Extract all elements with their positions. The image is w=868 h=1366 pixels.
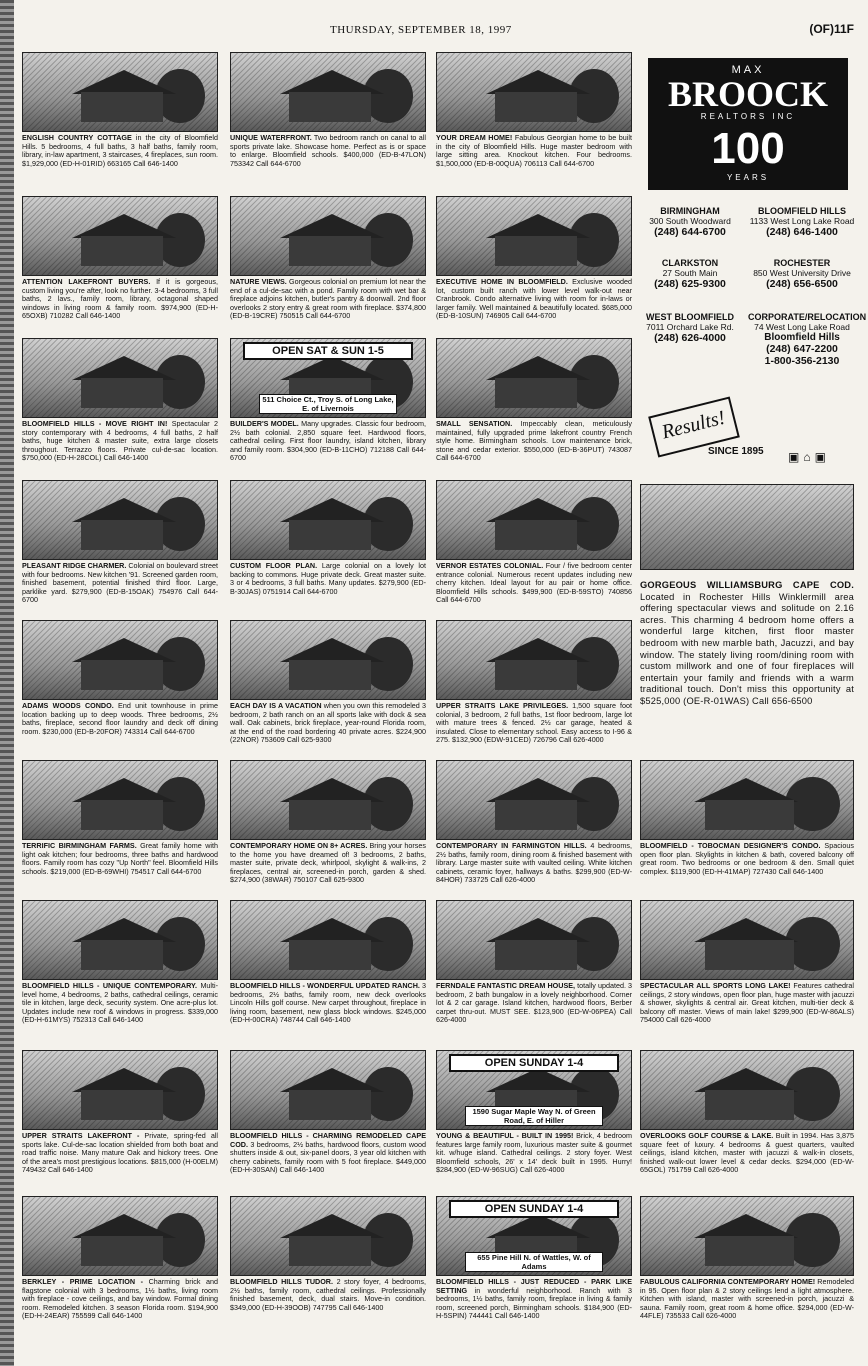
listing-card: [22, 900, 218, 1025]
listing-description: [22, 420, 218, 463]
listing-description: [230, 702, 426, 745]
office-name: BIRMINGHAM: [660, 206, 720, 216]
house-shape: [81, 236, 162, 266]
listing-card: [436, 620, 632, 745]
listing-photo: [22, 760, 218, 840]
listing-photo: [436, 196, 632, 276]
page-date: THURSDAY, SEPTEMBER 18, 1997: [330, 24, 512, 36]
listing-photo: [230, 760, 426, 840]
listing-description: [230, 278, 426, 321]
listing-card: [436, 900, 632, 1025]
house-shape: [495, 800, 576, 830]
listing-text: 1,500 square foot colonial, 3 bedroom, 2 full baths, 1st floor bedroom, large lot with mature trees & fenced. 2½ car garage, heated & insulated. Close to elementary school. Easy access to I-96 & 275. $132,900 (EDW-91CED) 726796 Call 626-4000: [436, 701, 632, 745]
roof-shape: [280, 778, 384, 802]
listing-text: when you own this remodeled 3 bedroom, 2 bath ranch on an all sports lake with dock & sea wall. Oak cabinets, brick fireplace, year-round Florida room, at the end of the road bordering 40 private acres. $224,900 (22NOR) 753609 Call 625-9300: [230, 701, 426, 745]
listing-photo: [436, 338, 632, 418]
listing-card: [230, 480, 426, 596]
listing-title: UNIQUE WATERFRONT.: [230, 133, 312, 142]
listing-title: ADAMS WOODS CONDO.: [22, 701, 114, 710]
listing-card: [230, 196, 426, 321]
house-shape: [81, 800, 162, 830]
office-corporate: [748, 312, 867, 367]
office-phone: (248) 647-2200: [766, 343, 838, 355]
listing-photo: [230, 1196, 426, 1276]
address-sign: 511 Choice Ct., Troy S. of Long Lake, E. of Livernois: [259, 394, 397, 414]
roof-shape: [486, 214, 590, 238]
roof-shape: [486, 638, 590, 662]
listing-title: UPPER STRAITS LAKE PRIVILEGES.: [436, 701, 569, 710]
listing-photo: [436, 1050, 632, 1130]
roof-shape: [280, 918, 384, 942]
house-shape: [705, 1090, 794, 1120]
listing-description: [230, 982, 426, 1025]
listing-description: [230, 1278, 426, 1312]
listing-text: Brick, 4 bedroom features large family room, luxurious master suite & gourmet kit. w/huge island. Cathedral ceilings. 2 story foyer. West Bloomfield schools, 26' x 14' deck built in 1995. Hurry! $284,900 (ED-W-96SUG) Call 626-4000: [436, 1131, 632, 1175]
listing-title: CONTEMPORARY HOME ON 8+ ACRES.: [230, 841, 368, 850]
house-shape: [495, 378, 576, 408]
office-address: 7011 Orchard Lake Rd.: [646, 322, 734, 332]
listing-text: Colonial on boulevard street with four bedrooms. New kitchen '91. Screened garden room, finished basement, potential finished third floor. Large, parklike yard. $279,900 (ED-B-15OAK) 754976 Call 644-6700: [22, 561, 218, 605]
listing-title: FABULOUS CALIFORNIA CONTEMPORARY HOME!: [640, 1277, 816, 1286]
roof-shape: [72, 1214, 176, 1238]
listing-description: [230, 134, 426, 168]
listing-card: [22, 480, 218, 605]
listing-card: [436, 52, 632, 168]
listing-card: [22, 196, 218, 321]
roof-shape: [486, 498, 590, 522]
listing-text: 4 bedrooms, 2½ baths, family room, dining room & finished basement with library. Large master suite with vaulted ceiling. White kitchen cabinets, ceramic foyer, hallways & baths. $299,900 (ED-W-84HOR) 733725 Call 626-4000: [436, 841, 632, 885]
house-shape: [81, 940, 162, 970]
house-shape: [81, 520, 162, 550]
listing-title: BLOOMFIELD HILLS - CHARMING REMODELED CAPE COD.: [230, 1131, 426, 1149]
house-shape: [495, 520, 576, 550]
featured-title: GORGEOUS WILLIAMSBURG CAPE COD.: [640, 580, 854, 590]
listing-card: [22, 1196, 218, 1321]
office-name: CLARKSTON: [661, 258, 719, 268]
listing-description: [22, 702, 218, 736]
roof-shape: [280, 70, 384, 94]
logo-max: MAX: [731, 64, 765, 76]
listing-title: EXECUTIVE HOME IN BLOOMFIELD.: [436, 277, 568, 286]
listing-text: Built in 1994. Has 3,875 square feet of luxury. 4 bedrooms & guest quarters, vaulted ceilings, island kitchen, master with jacuzzi & walk-in closets, finished walk-out lower level & cedar decks. $294,000 (ED-W-65GOL) 751759 Call 626-4000: [640, 1131, 854, 1175]
listing-text: Two bedroom ranch on canal to all sports private lake. Showcase home. Perfect as is or space to enlarge. Bloomfield schools. $400,000 (ED-B-47LON) 753342 Call 644-6700: [230, 133, 426, 168]
roof-shape: [486, 778, 590, 802]
roof-shape: [280, 1068, 384, 1092]
listing-card: [436, 760, 632, 885]
office-city: Bloomfield Hills: [764, 332, 840, 343]
results-logo: Results!: [648, 396, 740, 457]
listing-title: BLOOMFIELD - TOBOCMAN DESIGNER'S CONDO.: [640, 841, 821, 850]
open-house-badge: OPEN SUNDAY 1-4: [449, 1200, 619, 1218]
listing-card: [230, 760, 426, 885]
listing-photo: [436, 620, 632, 700]
listing-title: UPPER STRAITS LAKEFRONT -: [22, 1131, 140, 1140]
roof-shape: [486, 356, 590, 380]
listing-title: EACH DAY IS A VACATION: [230, 701, 322, 710]
office-phone: (248) 646-1400: [766, 226, 838, 238]
listing-card: [640, 900, 854, 1025]
listing-description: [436, 134, 632, 168]
listing-photo: [436, 52, 632, 132]
listing-photo: [640, 760, 854, 840]
listing-text: 2 story foyer, 4 bedrooms, 2½ baths, family room, cathedral ceilings. Professionally finished basement, deck, dual stairs. Move-in condition. $349,000 (ED-H-39OOB) 747795 Call 646-1400: [230, 1277, 426, 1312]
listing-card: [436, 1196, 632, 1321]
listing-photo: [22, 52, 218, 132]
address-sign: 655 Pine Hill N. of Wattles, W. of Adams: [465, 1252, 603, 1272]
office-phone-tollfree: 1-800-356-2130: [764, 355, 840, 367]
listing-text: Fabulous Georgian home to be built in the city of Bloomfield Hills. Huge master bedroom with large sitting area. Knockout kitchen. Four bedrooms. $1,500,000 (ED-B-00QUA) 706113 Call 644-6700: [436, 133, 632, 168]
office-name: WEST BLOOMFIELD: [646, 312, 734, 322]
featured-photo: [640, 484, 854, 570]
roof-shape: [694, 1214, 798, 1238]
house-shape: [289, 520, 370, 550]
listing-photo: [22, 196, 218, 276]
featured-description: [640, 580, 854, 708]
logo-years-label: YEARS: [726, 173, 770, 182]
office-address: 850 West University Drive: [753, 268, 851, 278]
office-address: 27 South Main: [662, 268, 718, 278]
listing-photo: [640, 1050, 854, 1130]
listing-description: [22, 982, 218, 1025]
listing-photo: [230, 620, 426, 700]
listing-description: [436, 842, 632, 885]
listing-title: SMALL SENSATION.: [436, 419, 513, 428]
listing-text: Private, spring-fed all sports lake. Cul-de-sac location shielded from both boat and road traffic noise. Many mature Oak and hickory trees. One of the area's most prestigious locations. $815,000 (H-00ELM) 749432 Call 646-1400: [22, 1131, 218, 1175]
office-name: BLOOMFIELD HILLS: [758, 206, 846, 216]
listing-card: [436, 480, 632, 605]
house-shape: [81, 378, 162, 408]
listing-card: [22, 52, 218, 168]
listing-card: [22, 760, 218, 876]
listing-card: [230, 1050, 426, 1175]
listing-photo: [640, 900, 854, 980]
listing-photo: [436, 1196, 632, 1276]
listing-photo: [230, 196, 426, 276]
listing-title: NATURE VIEWS.: [230, 277, 287, 286]
listing-card: [230, 900, 426, 1025]
house-shape: [495, 940, 576, 970]
roof-shape: [72, 498, 176, 522]
listing-photo: [230, 338, 426, 418]
roof-shape: [72, 214, 176, 238]
address-sign: 1590 Sugar Maple Way N. of Green Road, E. of Hiller: [465, 1106, 603, 1126]
house-shape: [289, 92, 370, 122]
listing-card: [436, 196, 632, 321]
roof-shape: [486, 918, 590, 942]
house-shape: [289, 1236, 370, 1266]
listing-text: totally updated. 3 bedroom, 2 bath bungalow in a lovely neighborhood. Corner lot & 2 car garage. Island kitchen, hardwood floors, Berber carpet thru-out. MUST SEE. $123,900 (ED-W-06PEA) Call 626-4000: [436, 981, 632, 1025]
listing-photo: [230, 1050, 426, 1130]
listing-description: [22, 842, 218, 876]
listing-title: CUSTOM FLOOR PLAN.: [230, 561, 318, 570]
office-name: CORPORATE/RELOCATION: [748, 312, 867, 322]
office-phone: (248) 644-6700: [654, 226, 726, 238]
listing-card: [640, 760, 854, 876]
listing-text: 3 bedrooms, 2½ baths, hardwood floors, custom wood shutters inside & out, six-panel doors, 3 year old kitchen with cherry cabinets, family room with 5 foot fireplace. $449,000 (ED-H-30SAN) Call 646-1400: [230, 1139, 426, 1175]
listing-text: Charming brick and flagstone colonial with 3 bedrooms, 1½ baths, living room with fireplace - cove ceilings, and bay window. Formal dining room. Remodeled kitchen. 3 season Florida room. $194,900 (ED-H-24EAR) 755599 Call 646-1400: [22, 1277, 218, 1321]
house-shape: [81, 92, 162, 122]
house-shape: [705, 1236, 794, 1266]
roof-shape: [694, 1068, 798, 1092]
roof-shape: [280, 498, 384, 522]
office-address: 74 West Long Lake Road: [754, 322, 850, 332]
house-shape: [289, 1090, 370, 1120]
listing-text: in wonderful neighborhood. Ranch with 3 bedrooms, 1½ baths, family room, fireplace in living & family room, screened porch, Birmingham schools. $184,900 (ED-H-5SPIN) 744441 Call 646-1400: [436, 1285, 632, 1321]
listing-title: VERNOR ESTATES COLONIAL.: [436, 561, 544, 570]
house-shape: [495, 92, 576, 122]
roof-shape: [72, 918, 176, 942]
office-address: 300 South Woodward: [649, 216, 731, 226]
roof-shape: [72, 70, 176, 94]
listing-description: [640, 1278, 854, 1321]
equal-housing-icon: ▣⌂▣: [788, 450, 830, 464]
listing-text: Many upgrades. Classic four bedroom, 2½ bath colonial. 2,850 square feet. Hardwood floors, cathedral ceiling. First floor laundry, island kitchen, library and family room. $304,900 (ED-B-11CHO) 712188 Call 644-6700: [230, 419, 426, 463]
listing-card: [640, 1050, 854, 1175]
page-number: (OF)11F: [809, 22, 854, 36]
broker-logo: [648, 58, 848, 190]
listing-card: [436, 338, 632, 463]
house-shape: [495, 236, 576, 266]
listing-text: Impeccably clean, meticulously maintained, fully upgraded prime lakefront country French style home. Birmingham schools. Low maintenance brick, stone and cedar exterior. $550,000 (ED-B-36PUT) 743087 Call 644-6700: [436, 419, 632, 463]
house-shape: [705, 800, 794, 830]
house-shape: [495, 660, 576, 690]
listing-text: Four / five bedroom center entrance colonial. Numerous recent updates including new cherry kitchen. Ideal layout for au pair or home office. Bloomfield Hills schools. $499,900 (ED-B-59STO) 740856 Call 644-6700: [436, 561, 632, 605]
house-shape: [81, 660, 162, 690]
listing-card: [22, 1050, 218, 1175]
listing-title: BLOOMFIELD HILLS - UNIQUE CONTEMPORARY.: [22, 981, 198, 990]
house-shape: [289, 940, 370, 970]
listing-photo: [22, 620, 218, 700]
listing-text: Spectacular 2 story contemporary with 4 bedrooms, 4 full baths, 2 half baths, huge kitchen & master suite, extra large closets throughout. Terrazzo floors. Private cul-de-sac location. $750,000 (ED-H-28COL) Call 646-1400: [22, 419, 218, 463]
listing-description: [230, 562, 426, 596]
listing-text: Large colonial on a lovely lot backing to commons. Huge private deck. Great master suite. 3 or 4 bedrooms, 3 full baths. Many updates. $279,900 (ED-B-30JAS) 0751914 Call 644-6700: [230, 561, 426, 596]
listing-title: BLOOMFIELD HILLS - WONDERFUL UPDATED RANCH.: [230, 981, 420, 990]
listing-description: [436, 562, 632, 605]
roof-shape: [72, 1068, 176, 1092]
listing-title: CONTEMPORARY IN FARMINGTON HILLS.: [436, 841, 587, 850]
listing-text: Spacious open floor plan. Skylights in kitchen & bath, covered balcony off great room. Two bedrooms or one bedroom & den. Small quiet complex. $119,900 (ED-H-41MAP) 727430 Call 646-1400: [640, 841, 854, 876]
open-house-badge: OPEN SAT & SUN 1-5: [243, 342, 413, 360]
roof-shape: [72, 356, 176, 380]
listing-photo: [22, 1196, 218, 1276]
listing-text: Bring your horses to the home you have dreamed of! 3 bedrooms, 2 baths, master suite, private deck, whirlpool, skylight & walk-ins, 2 fireplaces, central air, screened-in porch, garden & shed. $274,900 (38WAR) 750107 Call 625-9300: [230, 841, 426, 885]
house-shape: [705, 940, 794, 970]
roof-shape: [694, 918, 798, 942]
listing-photo: [436, 480, 632, 560]
office-clarkston: [636, 258, 744, 290]
listing-title: PLEASANT RIDGE CHARMER.: [22, 561, 127, 570]
listing-title: BUILDER'S MODEL.: [230, 419, 299, 428]
listing-text: Features cathedral ceilings, 2 story windows, open floor plan, huge master with jacuzzi & shower, skylights & central air. Great kitchen, multi-tier deck & balcony off master. Views of main lake! $299,900 (ED-W-86ALS) 754000 Call 626-4000: [640, 981, 854, 1025]
listing-text: End unit townhouse in prime location backing up to deep woods. Three bedrooms, 2½ baths, fireplace, second floor laundry and deck off dining room. $230,000 (ED-B-20FOR) 743314 Call 644-6700: [22, 701, 218, 736]
listing-description: [436, 982, 632, 1025]
listing-card: [230, 52, 426, 168]
listing-photo: [22, 480, 218, 560]
listing-photo: [230, 480, 426, 560]
listing-card: [22, 620, 218, 736]
listing-title: ATTENTION LAKEFRONT BUYERS.: [22, 277, 151, 286]
office-phone: (248) 625-9300: [654, 278, 726, 290]
roof-shape: [280, 1214, 384, 1238]
listing-description: [22, 562, 218, 605]
listing-card: [230, 1196, 426, 1312]
office-west-bloomfield: [636, 312, 744, 344]
listing-text: Gorgeous colonial on premium lot near the end of a cul-de-sac with a pond. Family room with wet bar & fireplace adjoins kitchen, butler's pantry & doorwall. 2nd floor overlooks 2 story entry & great room with fireplace. $374,800 (ED-B-19CRE) 750515 Call 644-6700: [230, 277, 426, 321]
house-shape: [81, 1236, 162, 1266]
listing-text: If it is gorgeous, custom living you're after, look no further. 3-4 bedrooms, 3 full baths, 2 lavs., family room, library, octagonal shaped windows in living room & family room. $974,900 (ED-H-65OXB) 710282 Call 646-1400: [22, 277, 218, 321]
listing-title: OVERLOOKS GOLF COURSE & LAKE.: [640, 1131, 774, 1140]
office-rochester: [748, 258, 856, 290]
listing-photo: [640, 1196, 854, 1276]
listing-photo: [230, 52, 426, 132]
office-phone: (248) 656-6500: [766, 278, 838, 290]
listing-text: Remodeled in 95. Open floor plan & 2 story ceilings lend a light atmosphere. Kitchen with island, master with screened-in porch, jacuzzi & sauna. Family room, great room & home office. $294,000 (ED-W-44FLE) 735533 Call 626-4000: [640, 1277, 854, 1321]
listing-title: BLOOMFIELD HILLS - MOVE RIGHT IN!: [22, 419, 168, 428]
listing-title: ENGLISH COUNTRY COTTAGE: [22, 133, 132, 142]
listing-photo: [436, 760, 632, 840]
listing-card: [22, 338, 218, 463]
listing-text: 3 bedrooms, 2½ baths, family room, new deck overlooks Lincoln Hills golf course. New carpet throughout, fireplace in living room, basement, new glass block windows. $245,000 (ED-H-00CRA) 748744 Call 646-1400: [230, 981, 426, 1025]
listing-text: Multi-level home, 4 bedrooms, 2 baths, cathedral ceilings, ceramic tile in kitchen, large deck, security system. One acre-plus lot. Updates include new roof & windows in progress. $339,000 (ED-H-61MYS) 752313 Call 646-1400: [22, 981, 218, 1025]
listing-photo: [22, 1050, 218, 1130]
listing-title: SPECTACULAR ALL SPORTS LONG LAKE!: [640, 981, 791, 990]
house-shape: [81, 1090, 162, 1120]
office-bloomfield-hills: [748, 206, 856, 238]
logo-realtors: REALTORS INC: [700, 112, 796, 121]
page-edge: [0, 0, 14, 1366]
listing-card: [436, 1050, 632, 1175]
roof-shape: [486, 70, 590, 94]
listing-description: [230, 1132, 426, 1175]
listing-photo: [436, 900, 632, 980]
office-address: 1133 West Long Lake Road: [749, 216, 855, 226]
featured-text: Located in Rochester Hills Winklermill area offering spectacular views and solitude on 2.16 acres. This charming 4 bedroom home offers a wonderful large kitchen, first floor master bedroom with new marble bath, Jacuzzi, and bay window. The stately living room/dining room with custom millwork and one of four fireplaces will entertain your family and friends with a warm traditional touch. Don't miss this opportunity at $525,000 (OE-R-01WAS) Call 656-6500: [640, 591, 854, 706]
listing-card: [640, 1196, 854, 1321]
listing-description: [22, 278, 218, 321]
listing-title: TERRIFIC BIRMINGHAM FARMS.: [22, 841, 137, 850]
listing-description: [436, 420, 632, 463]
listing-description: [640, 1132, 854, 1175]
listing-title: YOUR DREAM HOME!: [436, 133, 513, 142]
listing-description: [436, 278, 632, 321]
office-name: ROCHESTER: [773, 258, 831, 268]
listing-description: [22, 1132, 218, 1175]
open-house-badge: OPEN SUNDAY 1-4: [449, 1054, 619, 1072]
listing-text: in the city of Bloomfield Hills. 5 bedrooms, 4 full baths, 3 half baths, family room, library, in-law apartment, 3 staircases, 4 fireplaces, sun room. $1,929,000 (ED-H-01RID) 663165 Call 646-1400: [22, 133, 218, 168]
listing-description: [230, 842, 426, 885]
since-label: SINCE 1895: [708, 446, 764, 457]
listing-photo: [22, 338, 218, 418]
listing-card: [230, 620, 426, 745]
roof-shape: [280, 638, 384, 662]
office-phone: (248) 626-4000: [654, 332, 726, 344]
listing-title: YOUNG & BEAUTIFUL - BUILT IN 1995!: [436, 1131, 574, 1140]
logo-years: 100: [711, 124, 785, 173]
listing-title: BLOOMFIELD HILLS - JUST REDUCED - PARK LIKE SETTING: [436, 1277, 632, 1295]
listing-title: FERNDALE FANTASTIC DREAM HOUSE,: [436, 981, 576, 990]
listing-description: [22, 134, 218, 168]
listing-text: Exclusive wooded lot, custom built ranch with lower level walk-out near Cranbrook. Condo alternative living with room for in-laws or larger family. Well maintained & beautifully located. $685,000 (ED-B-10SUN) 746905 Call 644-6700: [436, 277, 632, 321]
office-birmingham: [636, 206, 744, 238]
roof-shape: [72, 778, 176, 802]
listing-card: [230, 338, 426, 463]
listing-description: [230, 420, 426, 463]
listing-photo: [230, 900, 426, 980]
listing-description: [436, 1132, 632, 1175]
listing-description: [22, 1278, 218, 1321]
listing-description: [640, 842, 854, 876]
roof-shape: [72, 638, 176, 662]
logo-name: BROOCK: [667, 74, 828, 114]
listing-description: [436, 702, 632, 745]
roof-shape: [694, 778, 798, 802]
roof-shape: [280, 214, 384, 238]
listing-text: Great family home with light oak kitchen; four bedrooms, three baths and hardwood floors. Family room has cozy "Up North" feel. Bloomfield Hills schools. $219,000 (ED-B-69WHI) 754517 Call 644-6700: [22, 841, 218, 876]
listing-title: BERKLEY - PRIME LOCATION -: [22, 1277, 143, 1286]
listing-description: [436, 1278, 632, 1321]
listing-photo: [22, 900, 218, 980]
listing-description: [640, 982, 854, 1025]
listing-title: BLOOMFIELD HILLS TUDOR.: [230, 1277, 333, 1286]
house-shape: [289, 800, 370, 830]
house-shape: [289, 236, 370, 266]
house-shape: [289, 660, 370, 690]
